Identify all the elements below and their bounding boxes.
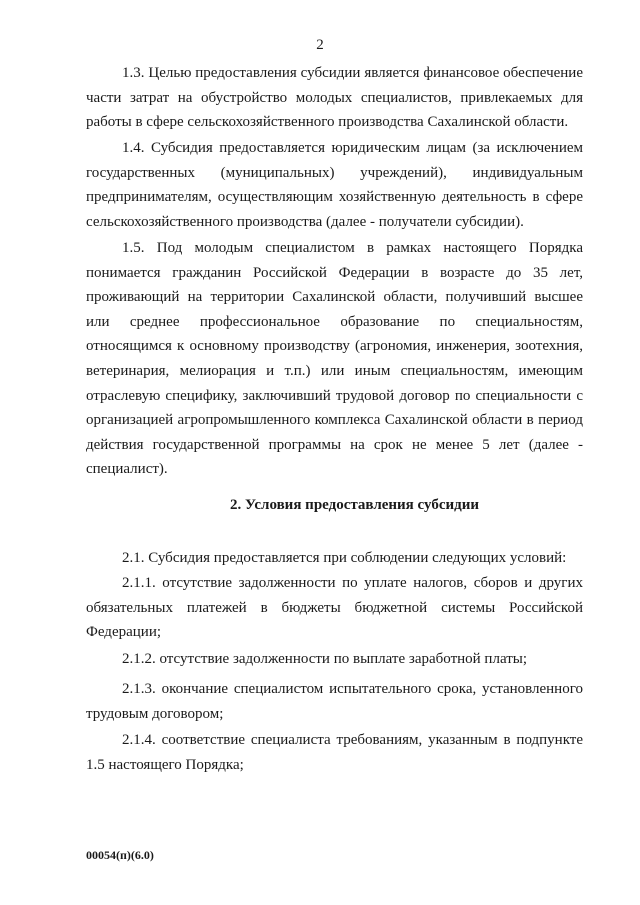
paragraph-2-1-1: 2.1.1. отсутствие задолженности по уплате налогов, сборов и других обязательных платежей в бюджеты бюджетной системы Российской Федерации; (86, 575, 583, 641)
paragraph-2-1-4: 2.1.4. соответствие специалиста требованиям, указанным в подпункте 1.5 настоящего Порядка; (86, 732, 583, 773)
paragraph-2-1-3: 2.1.3. окончание специалистом испытательного срока, установленного трудовым договором; (86, 681, 583, 722)
document-code: 00054(п)(6.0) (86, 848, 154, 862)
section-2-heading: 2. Условия предоставления субсидии (229, 497, 479, 513)
paragraph-2-1-2: 2.1.2. отсутствие задолженности по выплате заработной платы; (122, 651, 528, 667)
paragraph-1-5: 1.5. Под молодым специалистом в рамках настоящего Порядка понимается гражданин Российской Федерации в возрасте до 35 лет, проживающий на территории Сахалинской области, получивший высшее или среднее профессиональное образование по специальностям, относящимся к основному производству (агрономия, инженерия, зоотехния, ветеринария, мелиорация и т.п.) или иным специальностям, имеющим отраслевую специфику, заключивший трудовой договор по специальности с организацией агропромышленного комплекса Сахалинской области в период действия государственной программы на срок не менее 5 лет (далее - специалист). (86, 240, 583, 478)
paragraph-1-3: 1.3. Целью предоставления субсидии является финансовое обеспечение части затрат на обустройство молодых специалистов, привлекаемых для работы в сфере сельскохозяйственного производства Сахалинской области. (86, 65, 583, 131)
paragraph-1-4: 1.4. Субсидия предоставляется юридическим лицам (за исключением государственных (муниципальных) учреждений), индивидуальным предпринимателям, осуществляющим хозяйственную деятельность в сфере сельскохозяйственного производства (далее - получатели субсидии). (86, 140, 583, 230)
page-number: 2 (316, 37, 324, 53)
paragraph-2-1: 2.1. Субсидия предоставляется при соблюдении следующих условий: (122, 550, 567, 566)
